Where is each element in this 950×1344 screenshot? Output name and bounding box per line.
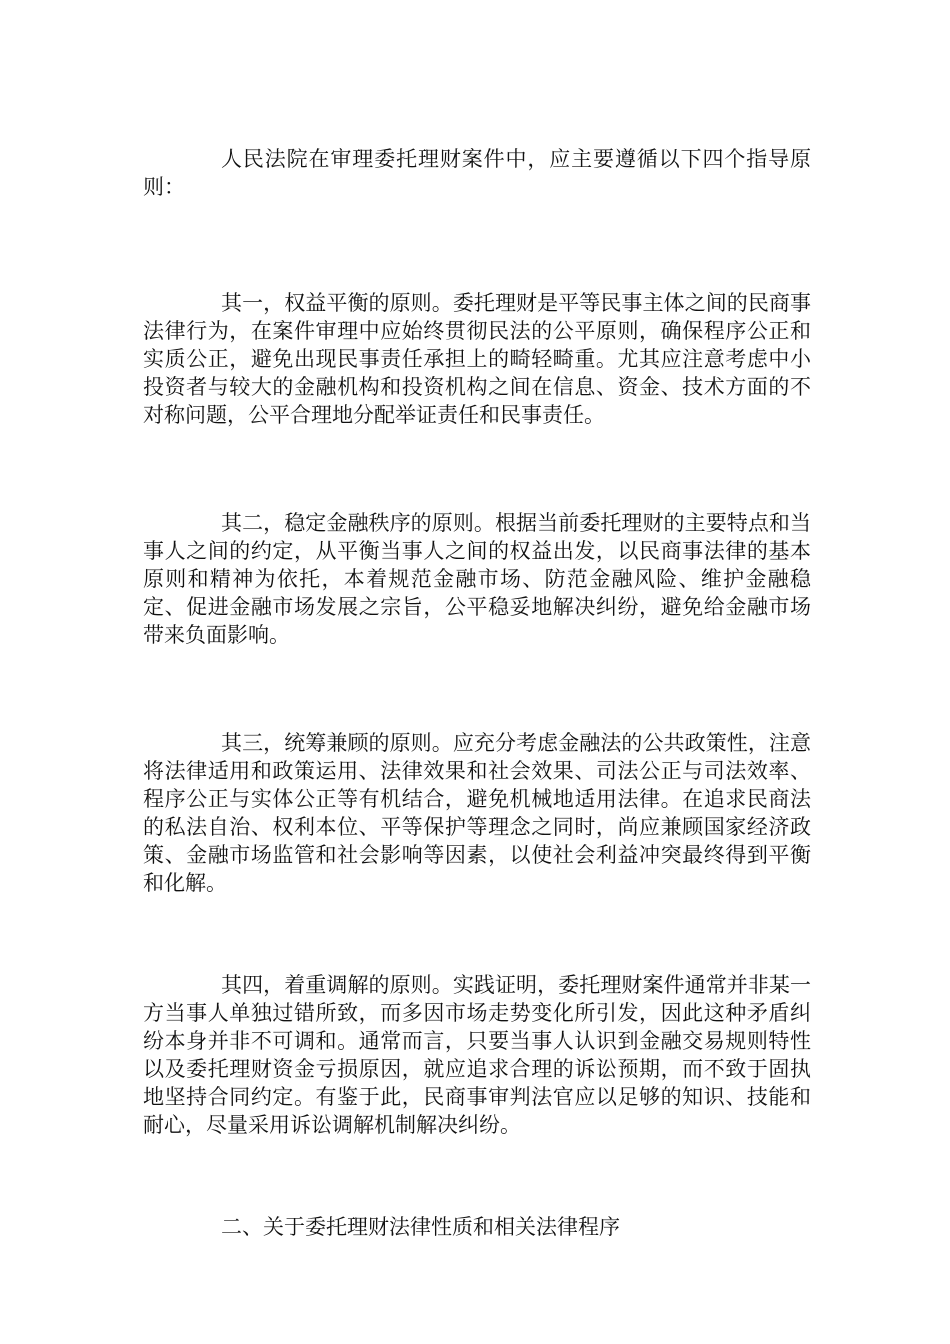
principle-one-paragraph: 其一，权益平衡的原则。委托理财是平等民事主体之间的民商事法律行为，在案件审理中应始终贯彻民法的公平原则，确保程序公正和实质公正，避免出现民事责任承担上的畸轻畸重。尤其应注意考虑中小投资者与较大的金融机构和投资机构之间在信息、资金、技术方面的不对称问题，公平合理地分配举证责任和民事责任。 (143, 291, 811, 427)
principle-four-paragraph: 其四，着重调解的原则。实践证明，委托理财案件通常并非某一方当事人单独过错所致，而多因市场走势变化所引发，因此这种矛盾纠纷本身并非不可调和。通常而言，只要当事人认识到金融交易规则特性以及委托理财资金亏损原因，就应追求合理的诉讼预期，而不致于固执地坚持合同约定。有鉴于此，民商事审判法官应以足够的知识、技能和耐心，尽量采用诉讼调解机制解决纠纷。 (143, 973, 811, 1137)
principle-two-paragraph: 其二，稳定金融秩序的原则。根据当前委托理财的主要特点和当事人之间的约定，从平衡当事人之间的权益出发，以民商事法律的基本原则和精神为依托，本着规范金融市场、防范金融风险、维护金融稳定、促进金融市场发展之宗旨，公平稳妥地解决纠纷，避免给金融市场带来负面影响。 (143, 511, 811, 647)
principle-three-paragraph: 其三，统筹兼顾的原则。应充分考虑金融法的公共政策性，注意将法律适用和政策运用、法律效果和社会效果、司法公正与司法效率、程序公正与实体公正等有机结合，避免机械地适用法律。在追求民商法的私法自治、权利本位、平等保护等理念之同时，尚应兼顾国家经济政策、金融市场监管和社会影响等因素，以使社会利益冲突最终得到平衡和化解。 (143, 731, 811, 895)
section-heading: 二、关于委托理财法律性质和相关法律程序 (221, 1215, 620, 1239)
intro-paragraph: 人民法院在审理委托理财案件中，应主要遵循以下四个指导原则： (143, 147, 811, 199)
